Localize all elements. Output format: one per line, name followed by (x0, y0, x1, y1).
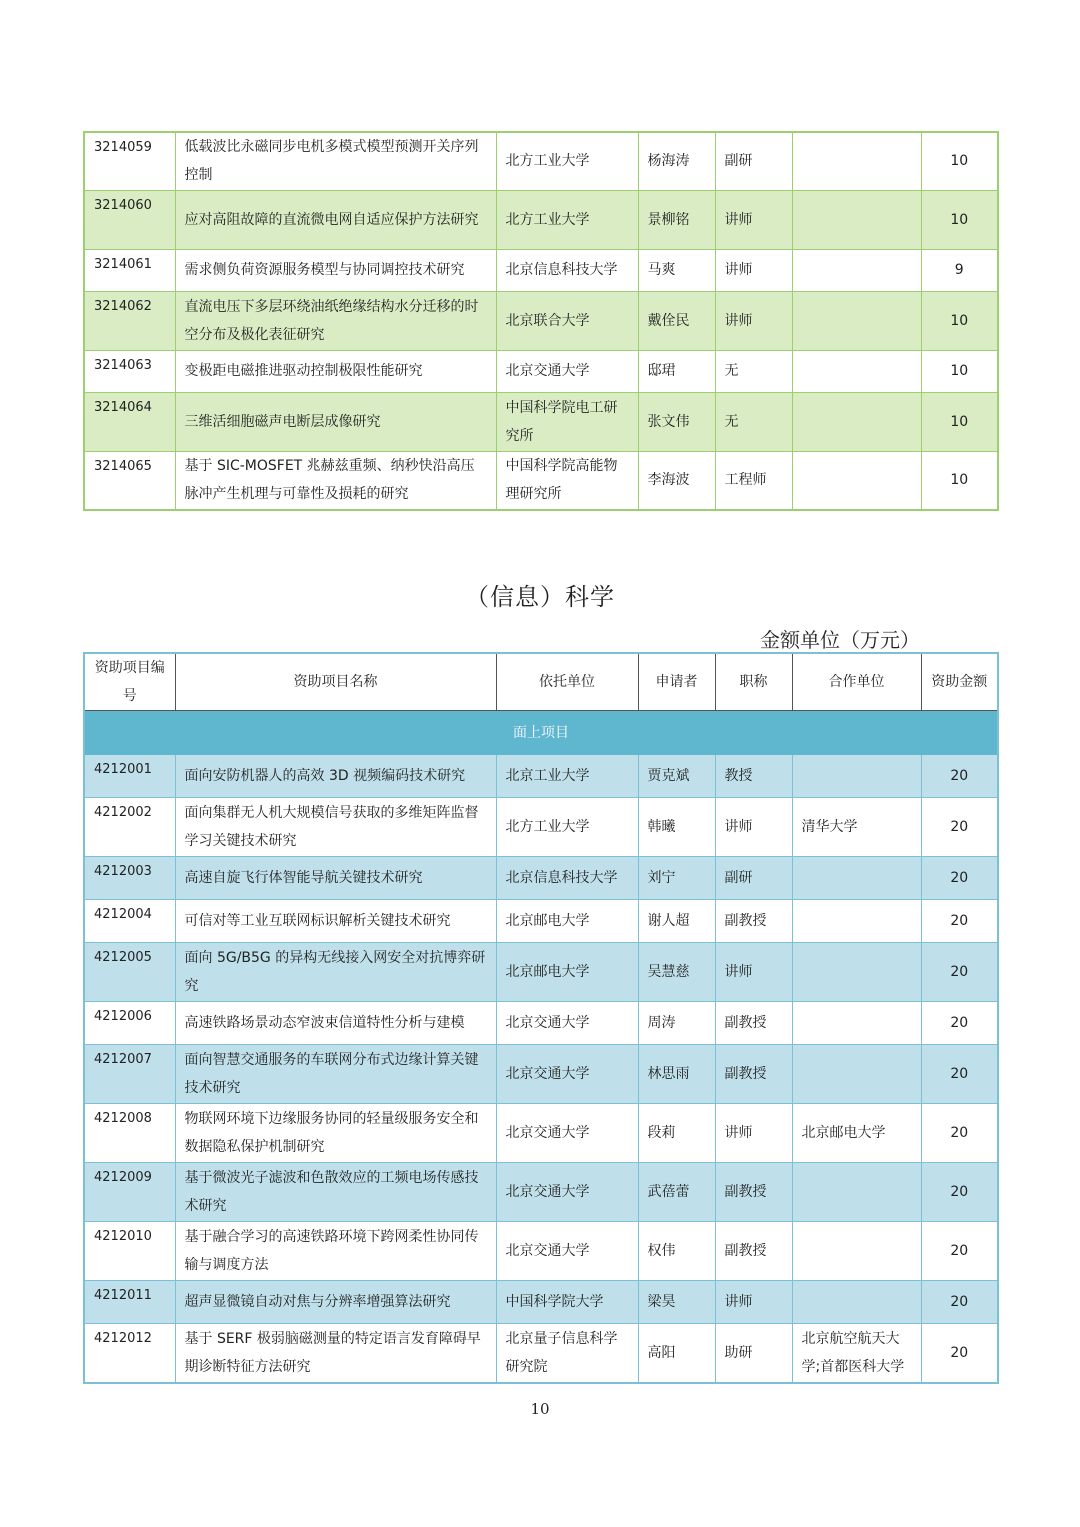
table-row (84, 1104, 998, 1163)
group-row (84, 711, 998, 755)
project-name-cell: 基于微波光子滤波和色散效应的工频电场传感技术研究 (175, 1163, 496, 1222)
project-id-cell: 4212010 (84, 1222, 175, 1281)
partner-unit-cell (792, 451, 921, 510)
host-unit-cell: 中国科学院高能物理研究所 (496, 451, 638, 510)
table-row (84, 1002, 998, 1045)
partner-unit-cell (792, 132, 921, 190)
partner-unit-cell (792, 392, 921, 451)
applicant-cell: 高阳 (638, 1324, 715, 1383)
applicant-cell: 刘宁 (638, 857, 715, 900)
host-unit-cell: 北京量子信息科学研究院 (496, 1324, 638, 1383)
project-name-cell: 需求侧负荷资源服务模型与协同调控技术研究 (175, 249, 496, 291)
amount-cell: 20 (921, 755, 998, 798)
project-id-cell: 4212007 (84, 1045, 175, 1104)
project-id-cell: 3214063 (84, 350, 175, 392)
job-title-cell: 副教授 (715, 1002, 792, 1045)
project-name-cell: 超声显微镜自动对焦与分辨率增强算法研究 (175, 1281, 496, 1324)
host-unit-cell: 北京信息科技大学 (496, 857, 638, 900)
job-title-cell: 副教授 (715, 900, 792, 943)
project-name-cell: 基于融合学习的高速铁路环境下跨网柔性协同传输与调度方法 (175, 1222, 496, 1281)
job-title-cell: 讲师 (715, 249, 792, 291)
host-unit-cell: 北京交通大学 (496, 1222, 638, 1281)
project-name-cell: 低载波比永磁同步电机多模式模型预测开关序列控制 (175, 132, 496, 190)
amount-cell: 10 (921, 291, 998, 350)
project-name-cell: 基于 SIC-MOSFET 兆赫兹重频、纳秒快沿高压脉冲产生机理与可靠性及损耗的研究 (175, 451, 496, 510)
amount-cell: 10 (921, 190, 998, 249)
applicant-cell: 李海波 (638, 451, 715, 510)
job-title-cell: 讲师 (715, 943, 792, 1002)
table-row (84, 132, 998, 190)
partner-unit-cell (792, 755, 921, 798)
host-unit-cell: 北方工业大学 (496, 190, 638, 249)
funding-table-information-science (83, 652, 999, 1384)
partner-unit-cell (792, 857, 921, 900)
partner-unit-cell (792, 249, 921, 291)
host-unit-cell: 北京联合大学 (496, 291, 638, 350)
header-host-unit: 依托单位 (496, 653, 638, 711)
partner-unit-cell (792, 1045, 921, 1104)
host-unit-cell: 中国科学院电工研究所 (496, 392, 638, 451)
project-name-cell: 物联网环境下边缘服务协同的轻量级服务安全和数据隐私保护机制研究 (175, 1104, 496, 1163)
applicant-cell: 张文伟 (638, 392, 715, 451)
project-id-cell: 4212009 (84, 1163, 175, 1222)
job-title-cell: 无 (715, 350, 792, 392)
amount-cell: 20 (921, 943, 998, 1002)
applicant-cell: 马爽 (638, 249, 715, 291)
amount-cell: 20 (921, 900, 998, 943)
applicant-cell: 权伟 (638, 1222, 715, 1281)
project-name-cell: 三维活细胞磁声电断层成像研究 (175, 392, 496, 451)
table-row (84, 451, 998, 510)
job-title-cell: 讲师 (715, 291, 792, 350)
project-id-cell: 4212001 (84, 755, 175, 798)
project-name-cell: 可信对等工业互联网标识解析关键技术研究 (175, 900, 496, 943)
project-id-cell: 3214065 (84, 451, 175, 510)
job-title-cell: 助研 (715, 1324, 792, 1383)
job-title-cell: 讲师 (715, 190, 792, 249)
table-row (84, 1281, 998, 1324)
job-title-cell: 副研 (715, 857, 792, 900)
project-name-cell: 变极距电磁推进驱动控制极限性能研究 (175, 350, 496, 392)
partner-unit-cell: 清华大学 (792, 798, 921, 857)
project-name-cell: 基于 SERF 极弱脑磁测量的特定语言发育障碍早期诊断特征方法研究 (175, 1324, 496, 1383)
project-name-cell: 高速自旋飞行体智能导航关键技术研究 (175, 857, 496, 900)
table-row (84, 755, 998, 798)
partner-unit-cell: 北京航空航天大学;首都医科大学 (792, 1324, 921, 1383)
project-id-cell: 4212004 (84, 900, 175, 943)
amount-cell: 9 (921, 249, 998, 291)
header-job-title: 职称 (715, 653, 792, 711)
host-unit-cell: 中国科学院大学 (496, 1281, 638, 1324)
project-id-cell: 4212006 (84, 1002, 175, 1045)
group-label: 面上项目 (84, 711, 998, 755)
amount-cell: 20 (921, 1324, 998, 1383)
host-unit-cell: 北京工业大学 (496, 755, 638, 798)
project-name-cell: 面向 5G/B5G 的异构无线接入网安全对抗博弈研究 (175, 943, 496, 1002)
job-title-cell: 副教授 (715, 1045, 792, 1104)
host-unit-cell: 北京交通大学 (496, 1045, 638, 1104)
amount-cell: 20 (921, 1163, 998, 1222)
header-project-name: 资助项目名称 (175, 653, 496, 711)
host-unit-cell: 北京交通大学 (496, 350, 638, 392)
project-id-cell: 4212002 (84, 798, 175, 857)
amount-cell: 10 (921, 350, 998, 392)
partner-unit-cell (792, 350, 921, 392)
project-id-cell: 3214061 (84, 249, 175, 291)
amount-cell: 20 (921, 1045, 998, 1104)
table-row (84, 249, 998, 291)
job-title-cell: 工程师 (715, 451, 792, 510)
applicant-cell: 梁昊 (638, 1281, 715, 1324)
amount-cell: 20 (921, 1222, 998, 1281)
host-unit-cell: 北方工业大学 (496, 132, 638, 190)
applicant-cell: 吴慧慈 (638, 943, 715, 1002)
table-header-row (84, 653, 998, 711)
project-id-cell: 3214064 (84, 392, 175, 451)
amount-cell: 20 (921, 798, 998, 857)
partner-unit-cell (792, 1163, 921, 1222)
host-unit-cell: 北京交通大学 (496, 1104, 638, 1163)
table-row (84, 1045, 998, 1104)
amount-unit-note: 金额单位（万元） (760, 628, 920, 652)
amount-cell: 20 (921, 1281, 998, 1324)
partner-unit-cell (792, 1281, 921, 1324)
page-number: 10 (530, 1400, 550, 1418)
job-title-cell: 副教授 (715, 1222, 792, 1281)
table-row (84, 798, 998, 857)
project-id-cell: 4212003 (84, 857, 175, 900)
amount-cell: 10 (921, 451, 998, 510)
project-id-cell: 4212005 (84, 943, 175, 1002)
applicant-cell: 景柳铭 (638, 190, 715, 249)
partner-unit-cell (792, 190, 921, 249)
applicant-cell: 韩曦 (638, 798, 715, 857)
job-title-cell: 无 (715, 392, 792, 451)
header-project-id: 资助项目编号 (84, 653, 175, 711)
host-unit-cell: 北京邮电大学 (496, 943, 638, 1002)
job-title-cell: 讲师 (715, 798, 792, 857)
host-unit-cell: 北京邮电大学 (496, 900, 638, 943)
section-title: （信息）科学 (465, 583, 615, 611)
applicant-cell: 段莉 (638, 1104, 715, 1163)
project-name-cell: 面向集群无人机大规模信号获取的多维矩阵监督学习关键技术研究 (175, 798, 496, 857)
project-id-cell: 4212008 (84, 1104, 175, 1163)
table-row (84, 190, 998, 249)
table-row (84, 291, 998, 350)
partner-unit-cell (792, 1222, 921, 1281)
table-row (84, 1163, 998, 1222)
applicant-cell: 周涛 (638, 1002, 715, 1045)
host-unit-cell: 北方工业大学 (496, 798, 638, 857)
partner-unit-cell (792, 291, 921, 350)
table-row (84, 857, 998, 900)
applicant-cell: 谢人超 (638, 900, 715, 943)
project-id-cell: 3214060 (84, 190, 175, 249)
project-name-cell: 面向安防机器人的高效 3D 视频编码技术研究 (175, 755, 496, 798)
partner-unit-cell (792, 900, 921, 943)
project-name-cell: 直流电压下多层环绕油纸绝缘结构水分迁移的时空分布及极化表征研究 (175, 291, 496, 350)
funding-table-previous (83, 131, 999, 511)
header-partner-unit: 合作单位 (792, 653, 921, 711)
project-name-cell: 应对高阻故障的直流微电网自适应保护方法研究 (175, 190, 496, 249)
amount-cell: 10 (921, 392, 998, 451)
applicant-cell: 林思雨 (638, 1045, 715, 1104)
applicant-cell: 贾克斌 (638, 755, 715, 798)
job-title-cell: 副教授 (715, 1163, 792, 1222)
table-row (84, 900, 998, 943)
header-applicant: 申请者 (638, 653, 715, 711)
applicant-cell: 戴佺民 (638, 291, 715, 350)
host-unit-cell: 北京交通大学 (496, 1002, 638, 1045)
job-title-cell: 讲师 (715, 1104, 792, 1163)
project-id-cell: 4212012 (84, 1324, 175, 1383)
table-row (84, 1222, 998, 1281)
amount-cell: 20 (921, 857, 998, 900)
amount-cell: 20 (921, 1002, 998, 1045)
job-title-cell: 教授 (715, 755, 792, 798)
table-row (84, 1324, 998, 1383)
table-row (84, 350, 998, 392)
amount-cell: 20 (921, 1104, 998, 1163)
project-id-cell: 3214059 (84, 132, 175, 190)
table-row (84, 392, 998, 451)
amount-cell: 10 (921, 132, 998, 190)
project-name-cell: 高速铁路场景动态窄波束信道特性分析与建模 (175, 1002, 496, 1045)
project-id-cell: 4212011 (84, 1281, 175, 1324)
project-id-cell: 3214062 (84, 291, 175, 350)
partner-unit-cell (792, 943, 921, 1002)
partner-unit-cell (792, 1002, 921, 1045)
host-unit-cell: 北京交通大学 (496, 1163, 638, 1222)
job-title-cell: 讲师 (715, 1281, 792, 1324)
header-amount: 资助金额 (921, 653, 998, 711)
job-title-cell: 副研 (715, 132, 792, 190)
table-row (84, 943, 998, 1002)
host-unit-cell: 北京信息科技大学 (496, 249, 638, 291)
project-name-cell: 面向智慧交通服务的车联网分布式边缘计算关键技术研究 (175, 1045, 496, 1104)
partner-unit-cell: 北京邮电大学 (792, 1104, 921, 1163)
applicant-cell: 武蓓蕾 (638, 1163, 715, 1222)
applicant-cell: 邸珺 (638, 350, 715, 392)
applicant-cell: 杨海涛 (638, 132, 715, 190)
